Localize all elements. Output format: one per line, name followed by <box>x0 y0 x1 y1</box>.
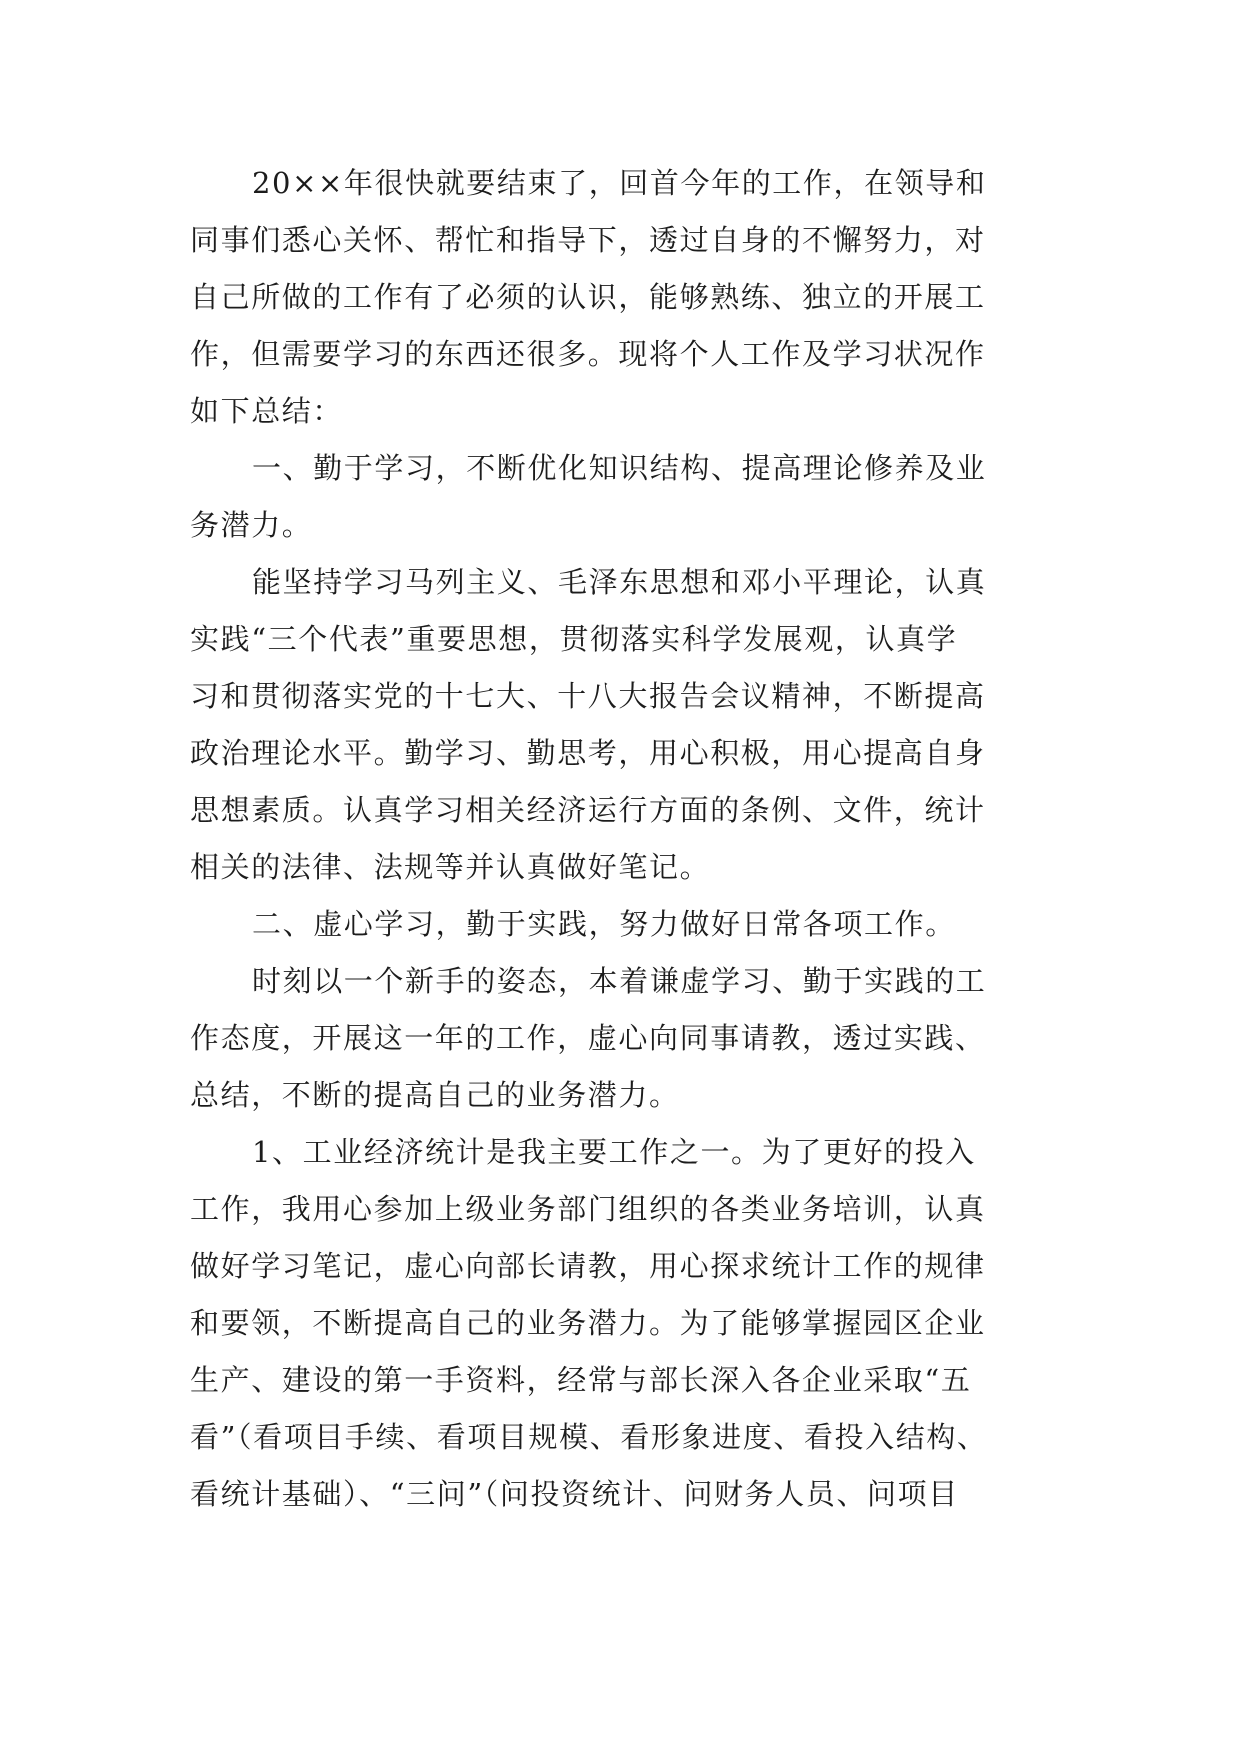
section-heading: 一、勤于学习，不断优化知识结构、提高理论修养及业 <box>252 451 987 485</box>
section-heading: 二、虚心学习，勤于实践，努力做好日常各项工作。 <box>252 907 956 941</box>
text-line: 习和贯彻落实党的十七大、十八大报告会议精神，不断提高 <box>190 679 986 713</box>
text-line: 和要领，不断提高自己的业务潜力。为了能够掌握园区企业 <box>190 1306 986 1340</box>
text-line: 做好学习笔记，虚心向部长请教，用心探求统计工作的规律 <box>190 1249 986 1283</box>
text-line: 作，但需要学习的东西还很多。现将个人工作及学习状况作 <box>190 337 986 371</box>
text-line: 20××年很快就要结束了，回首今年的工作，在领导和 <box>252 166 987 200</box>
text-line: 1、工业经济统计是我主要工作之一。为了更好的投入 <box>252 1135 976 1169</box>
text-line: 同事们悉心关怀、帮忙和指导下，透过自身的不懈努力，对 <box>190 223 986 257</box>
text-line: 看统计基础）、“三问”（问投资统计、问财务人员、问项目 <box>190 1477 959 1511</box>
text-line: 能坚持学习马列主义、毛泽东思想和邓小平理论，认真 <box>252 565 987 599</box>
text-line: 作态度，开展这一年的工作，虚心向同事请教，透过实践、 <box>190 1021 986 1055</box>
text-line: 思想素质。认真学习相关经济运行方面的条例、文件，统计 <box>190 793 986 827</box>
text-line: 生产、建设的第一手资料，经常与部长深入各企业采取“五 <box>190 1363 972 1397</box>
text-line: 时刻以一个新手的姿态，本着谦虚学习、勤于实践的工 <box>252 964 987 998</box>
text-line: 相关的法律、法规等并认真做好笔记。 <box>190 850 711 884</box>
text-line: 自己所做的工作有了必须的认识，能够熟练、独立的开展工 <box>190 280 986 314</box>
text-line: 实践“三个代表”重要思想，贯彻落实科学发展观，认真学 <box>190 622 958 656</box>
text-line: 看”（看项目手续、看项目规模、看形象进度、看投入结构、 <box>190 1420 988 1454</box>
text-line: 工作，我用心参加上级业务部门组织的各类业务培训，认真 <box>190 1192 986 1226</box>
section-heading: 务潜力。 <box>190 508 313 542</box>
text-line: 政治理论水平。勤学习、勤思考，用心积极，用心提高自身 <box>190 736 986 770</box>
text-line: 总结，不断的提高自己的业务潜力。 <box>190 1078 680 1112</box>
text-line: 如下总结： <box>190 394 344 428</box>
